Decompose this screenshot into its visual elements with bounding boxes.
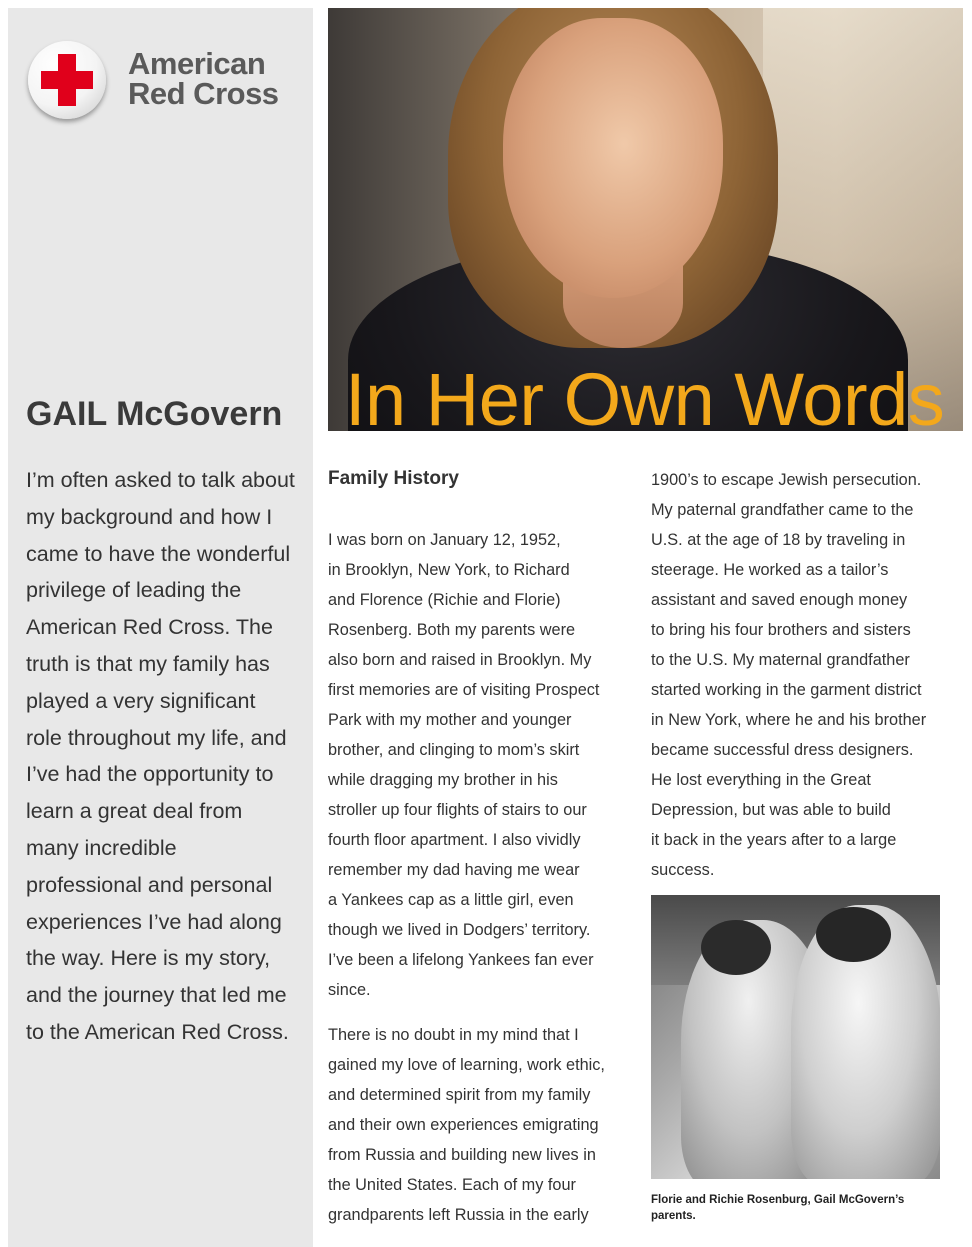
- person-name: [26, 395, 282, 434]
- parents-photo: [651, 895, 940, 1179]
- red-cross-emblem-icon: [28, 41, 106, 119]
- red-cross-logo: [28, 41, 298, 131]
- first-name: GAIL: [26, 395, 107, 433]
- paragraph-2-continued: 1900’s to escape Jewish persecution. My paternal grandfather came to the U.S. at the age of 18 by traveling in steerage. He worked as a tailor’s assistant and saved enough money to bring his four brothers and sisters to the U.S. My maternal grandfather started working in the garment district in New York, where he and his brother became successful dress designers. He lost everything in the Great Depression, but was able to build it back in the years after to a large success.: [651, 471, 927, 879]
- headline: In Her Own Words: [345, 358, 945, 441]
- logo-line-2: Red Cross: [128, 76, 279, 111]
- logo-wordmark: [128, 46, 279, 111]
- last-name: McGovern: [116, 395, 283, 433]
- paragraph-2: There is no doubt in my mind that I gained my love of learning, work ethic, and determined spirit from my family and their own experiences emigrating from Russia and building new lives in the United States. Each of my four grandparents left Russia in the early: [328, 1026, 605, 1224]
- paragraph-1: I was born on January 12, 1952, in Brooklyn, New York, to Richard and Florence (Richie and Florie) Rosenberg. Both my parents were also born and raised in Brooklyn. My first memories are of visiting Prospect Park with my mother and younger brother, and clinging to mom’s skirt while dragging my brother in his stroller up four flights of stairs to our fourth floor apartment. I also vividly remember my dad having me wear a Yankees cap as a little girl, even though we lived in Dodgers’ territory. I’ve been a lifelong Yankees fan ever since.: [328, 531, 600, 999]
- photo-caption: Florie and Richie Rosenburg, Gail McGovern’s parents.: [651, 1194, 905, 1222]
- intro-text: I’m often asked to talk about my background and how I came to have the wonderful privilege of leading the American Red Cross. The truth is that my family has played a very significant role throughout my life, and I’ve had the opportunity to learn a great deal from many incredible professional and personal experiences I’ve had along the way. Here is my story, and the journey that led me to the American Red Cross.: [26, 468, 295, 1044]
- section-title: Family History: [328, 468, 459, 489]
- article-column-1: [328, 466, 623, 1224]
- logo-line-1: American: [128, 46, 266, 81]
